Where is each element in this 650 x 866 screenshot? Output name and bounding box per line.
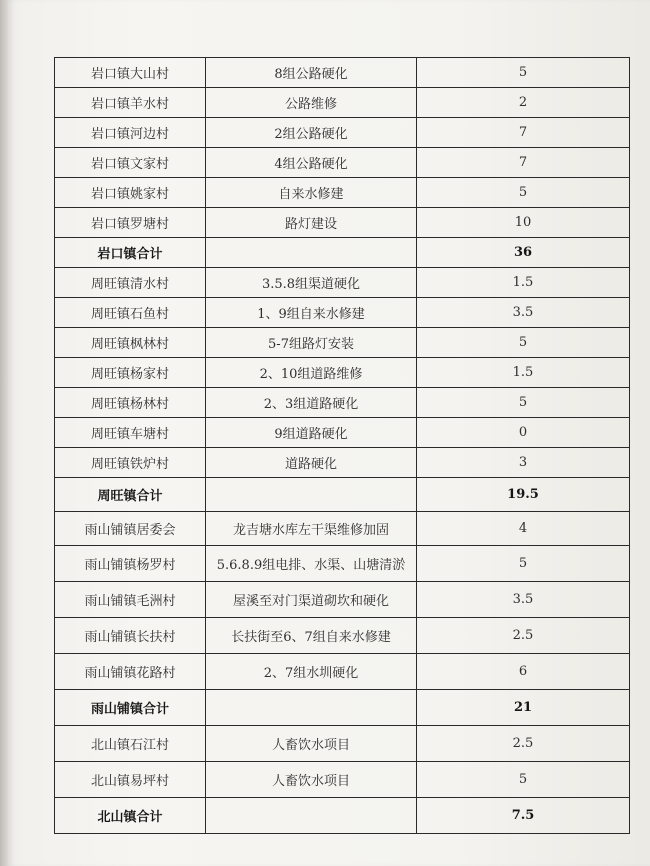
amount-cell: 5 [417, 388, 630, 418]
subtotal-row [55, 798, 630, 834]
village-cell: 周旺镇枫林村 [55, 328, 206, 358]
village-cell: 岩口镇大山村 [55, 58, 206, 88]
village-cell: 岩口镇文家村 [55, 148, 206, 178]
table-row [55, 208, 630, 238]
village-cell: 岩口镇羊水村 [55, 88, 206, 118]
amount-cell: 3.5 [417, 582, 630, 618]
table-row [55, 148, 630, 178]
subtotal-label: 岩口镇合计 [55, 238, 206, 268]
village-cell: 周旺镇车塘村 [55, 418, 206, 448]
village-cell: 北山镇石江村 [55, 726, 206, 762]
project-cell: 5-7组路灯安装 [206, 328, 417, 358]
subtotal-label: 雨山铺镇合计 [55, 690, 206, 726]
amount-cell: 3 [417, 448, 630, 478]
project-cell: 人畜饮水项目 [206, 762, 417, 798]
project-cell: 2、7组水圳硬化 [206, 654, 417, 690]
project-cell: 2组公路硬化 [206, 118, 417, 148]
table-row [55, 178, 630, 208]
project-cell: 9组道路硬化 [206, 418, 417, 448]
project-cell: 龙吉塘水库左干渠维修加固 [206, 512, 417, 546]
village-cell: 周旺镇石鱼村 [55, 298, 206, 328]
table-row [55, 546, 630, 582]
subtotal-amount: 36 [417, 238, 630, 268]
table-row [55, 448, 630, 478]
project-cell: 5.6.8.9组电排、水渠、山塘清淤 [206, 546, 417, 582]
table-row [55, 388, 630, 418]
amount-cell: 1.5 [417, 358, 630, 388]
subtotal-row [55, 238, 630, 268]
project-cell: 2、3组道路硬化 [206, 388, 417, 418]
amount-cell: 2 [417, 88, 630, 118]
project-cell: 道路硬化 [206, 448, 417, 478]
table-row [55, 726, 630, 762]
amount-cell: 5 [417, 58, 630, 88]
project-cell: 长扶街至6、7组自来水修建 [206, 618, 417, 654]
table-row [55, 512, 630, 546]
project-cell: 4组公路硬化 [206, 148, 417, 178]
subtotal-amount: 21 [417, 690, 630, 726]
project-cell [206, 238, 417, 268]
subtotal-label: 周旺镇合计 [55, 478, 206, 512]
amount-cell: 7 [417, 118, 630, 148]
village-cell: 雨山铺镇居委会 [55, 512, 206, 546]
village-cell: 周旺镇杨林村 [55, 388, 206, 418]
subtotal-row [55, 690, 630, 726]
village-cell: 岩口镇罗塘村 [55, 208, 206, 238]
amount-cell: 5 [417, 328, 630, 358]
table-row [55, 298, 630, 328]
table-row [55, 328, 630, 358]
table-row [55, 618, 630, 654]
amount-cell: 0 [417, 418, 630, 448]
village-cell: 雨山铺镇毛洲村 [55, 582, 206, 618]
village-cell: 雨山铺镇花路村 [55, 654, 206, 690]
amount-cell: 6 [417, 654, 630, 690]
project-cell: 1、9组自来水修建 [206, 298, 417, 328]
project-cell [206, 690, 417, 726]
project-cell: 路灯建设 [206, 208, 417, 238]
amount-cell: 3.5 [417, 298, 630, 328]
project-cell: 屋溪至对门渠道砌坎和硬化 [206, 582, 417, 618]
village-cell: 岩口镇河边村 [55, 118, 206, 148]
binding-edge [0, 0, 8, 866]
project-cell: 3.5.8组渠道硬化 [206, 268, 417, 298]
amount-cell: 5 [417, 762, 630, 798]
village-cell: 雨山铺镇长扶村 [55, 618, 206, 654]
table-row [55, 654, 630, 690]
village-cell: 周旺镇清水村 [55, 268, 206, 298]
amount-cell: 5 [417, 546, 630, 582]
project-cell [206, 478, 417, 512]
village-cell: 北山镇易坪村 [55, 762, 206, 798]
village-cell: 周旺镇铁炉村 [55, 448, 206, 478]
table-row [55, 268, 630, 298]
table-row [55, 58, 630, 88]
project-cell: 自来水修建 [206, 178, 417, 208]
amount-cell: 2.5 [417, 618, 630, 654]
amount-cell: 1.5 [417, 268, 630, 298]
amount-cell: 10 [417, 208, 630, 238]
village-cell: 岩口镇姚家村 [55, 178, 206, 208]
project-cell: 公路维修 [206, 88, 417, 118]
village-cell: 雨山铺镇杨罗村 [55, 546, 206, 582]
table-row [55, 418, 630, 448]
table-row [55, 358, 630, 388]
project-cell: 8组公路硬化 [206, 58, 417, 88]
amount-cell: 7 [417, 148, 630, 178]
table-row [55, 88, 630, 118]
project-cell [206, 798, 417, 834]
project-cell: 人畜饮水项目 [206, 726, 417, 762]
subtotal-amount: 19.5 [417, 478, 630, 512]
amount-cell: 5 [417, 178, 630, 208]
subtotal-row [55, 478, 630, 512]
project-cell: 2、10组道路维修 [206, 358, 417, 388]
table-row [55, 762, 630, 798]
funding-table [54, 57, 630, 834]
amount-cell: 2.5 [417, 726, 630, 762]
subtotal-label: 北山镇合计 [55, 798, 206, 834]
subtotal-amount: 7.5 [417, 798, 630, 834]
table-row [55, 118, 630, 148]
amount-cell: 4 [417, 512, 630, 546]
table-row [55, 582, 630, 618]
village-cell: 周旺镇杨家村 [55, 358, 206, 388]
